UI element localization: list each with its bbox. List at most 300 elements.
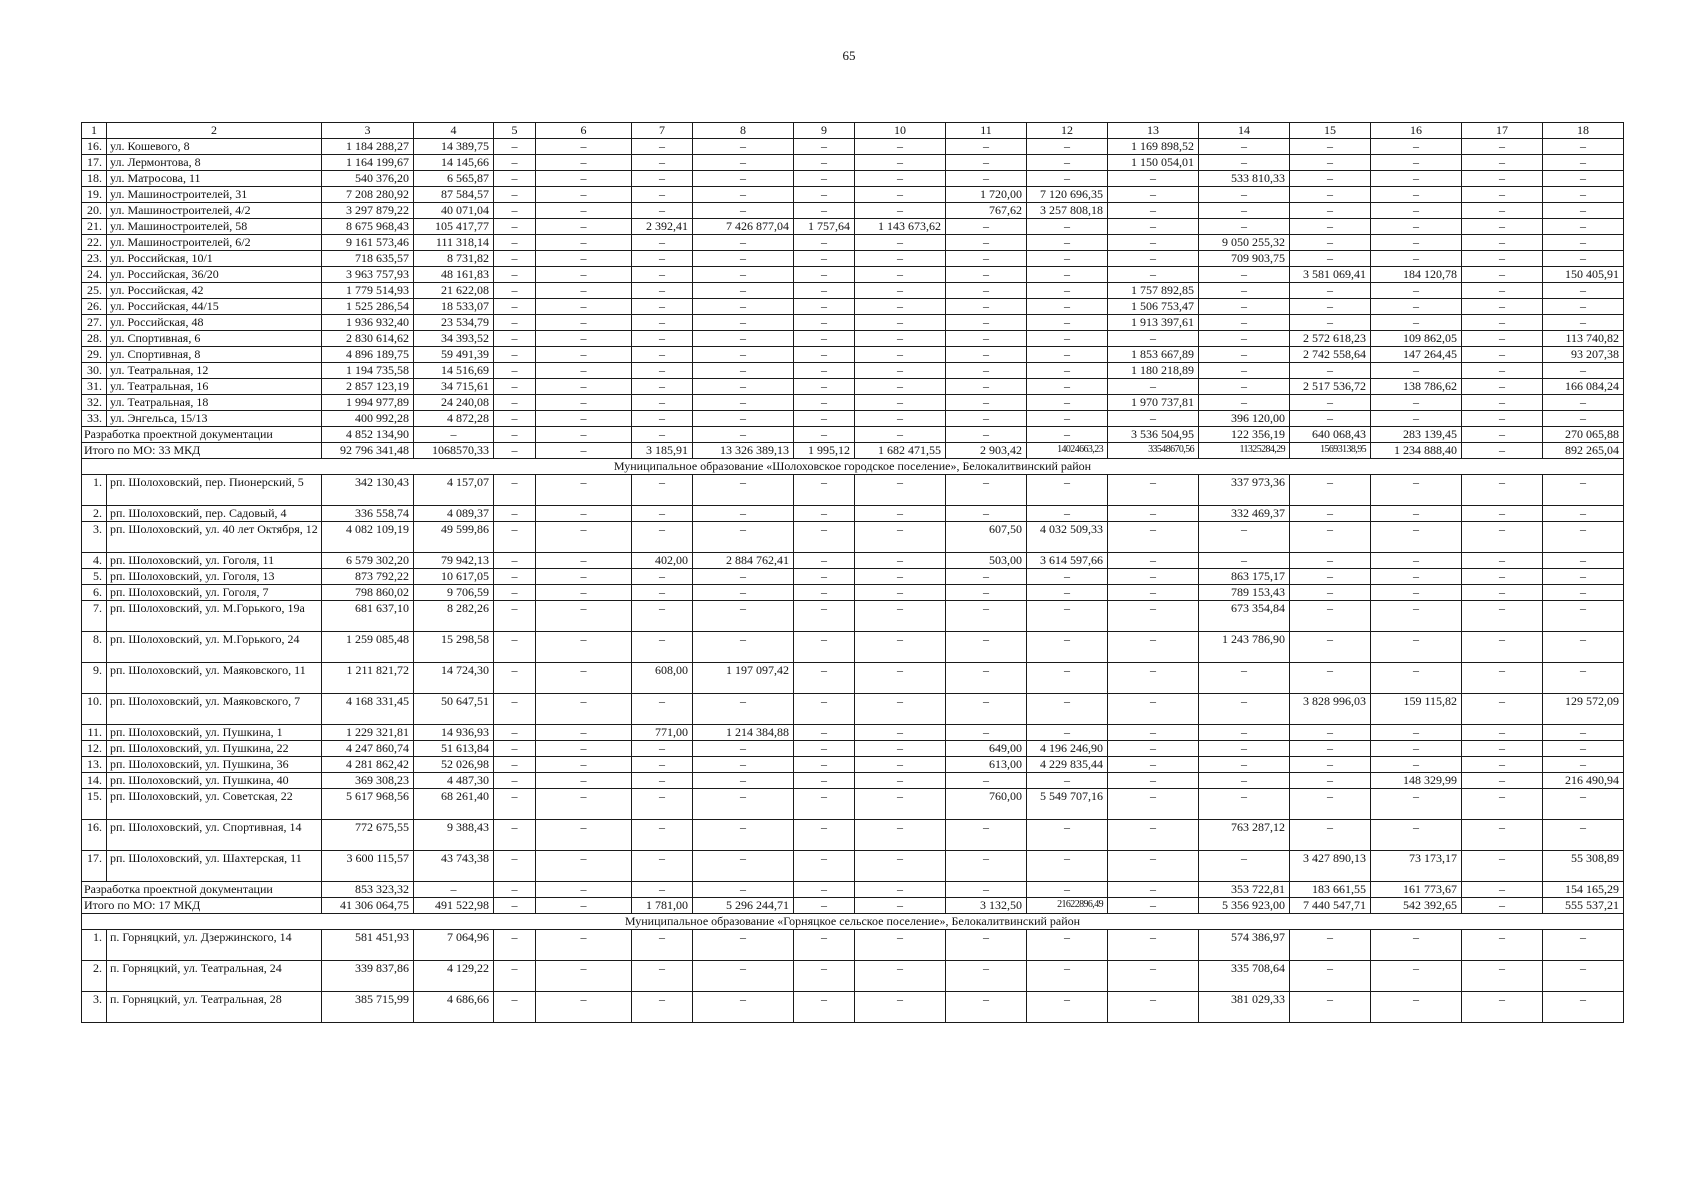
value-cell: –: [1543, 741, 1624, 757]
value-cell: –: [1199, 299, 1290, 315]
value-cell: –: [1027, 347, 1108, 363]
value-cell: –: [1027, 299, 1108, 315]
value-cell: –: [536, 789, 632, 820]
value-cell: –: [1290, 663, 1371, 694]
column-number-cell: 13: [1108, 123, 1199, 139]
value-cell: 14 936,93: [414, 725, 494, 741]
value-cell: 8 282,26: [414, 601, 494, 632]
value-cell: 4 129,22: [414, 961, 494, 992]
value-cell: –: [1027, 506, 1108, 522]
value-cell: –: [632, 820, 693, 851]
value-cell: 1 525 286,54: [322, 299, 414, 315]
address-cell: рп. Шолоховский, ул. Гоголя, 11: [107, 553, 322, 569]
value-cell: –: [1290, 299, 1371, 315]
value-cell: 4 896 189,75: [322, 347, 414, 363]
value-cell: –: [494, 331, 536, 347]
value-cell: –: [494, 395, 536, 411]
value-cell: 4 487,30: [414, 773, 494, 789]
table-row: [82, 773, 1624, 789]
value-cell: –: [855, 789, 946, 820]
row-number-cell: 23.: [82, 251, 107, 267]
table-row: [82, 553, 1624, 569]
value-cell: –: [693, 820, 794, 851]
total-row: [82, 898, 1624, 914]
value-cell: –: [1290, 553, 1371, 569]
value-cell: 4 852 134,90: [322, 427, 414, 443]
value-cell: –: [855, 267, 946, 283]
value-cell: –: [632, 139, 693, 155]
value-cell: –: [1108, 522, 1199, 553]
value-cell: –: [536, 251, 632, 267]
value-cell: –: [632, 315, 693, 331]
value-cell: –: [794, 427, 855, 443]
value-cell: –: [794, 267, 855, 283]
row-number-cell: 9.: [82, 663, 107, 694]
value-cell: 1 259 085,48: [322, 632, 414, 663]
value-cell: –: [632, 203, 693, 219]
value-cell: –: [1462, 443, 1543, 459]
value-cell: –: [1108, 789, 1199, 820]
value-cell: –: [1543, 283, 1624, 299]
value-cell: –: [1543, 299, 1624, 315]
value-cell: –: [1371, 601, 1462, 632]
value-cell: –: [632, 757, 693, 773]
value-cell: –: [946, 851, 1027, 882]
value-cell: –: [1290, 283, 1371, 299]
value-cell: –: [794, 585, 855, 601]
value-cell: –: [1290, 475, 1371, 506]
value-cell: –: [1108, 553, 1199, 569]
value-cell: –: [1543, 315, 1624, 331]
table-row: [82, 347, 1624, 363]
value-cell: –: [632, 411, 693, 427]
value-cell: –: [1462, 475, 1543, 506]
value-cell: –: [1027, 882, 1108, 898]
value-cell: –: [632, 569, 693, 585]
value-cell: 8 675 968,43: [322, 219, 414, 235]
value-cell: –: [494, 203, 536, 219]
table-row: [82, 930, 1624, 961]
value-cell: –: [693, 506, 794, 522]
value-cell: –: [1290, 522, 1371, 553]
value-cell: –: [1462, 789, 1543, 820]
value-cell: 3 297 879,22: [322, 203, 414, 219]
value-cell: –: [494, 992, 536, 1023]
address-cell: п. Горняцкий, ул. Дзержинского, 14: [107, 930, 322, 961]
value-cell: 1 970 737,81: [1108, 395, 1199, 411]
value-cell: 93 207,38: [1543, 347, 1624, 363]
value-cell: –: [632, 601, 693, 632]
value-cell: –: [1199, 789, 1290, 820]
value-cell: –: [494, 139, 536, 155]
value-cell: –: [494, 522, 536, 553]
value-cell: 718 635,57: [322, 251, 414, 267]
value-cell: –: [1462, 522, 1543, 553]
address-cell: ул. Театральная, 18: [107, 395, 322, 411]
value-cell: –: [1027, 363, 1108, 379]
value-cell: –: [693, 585, 794, 601]
value-cell: 1 757,64: [794, 219, 855, 235]
value-cell: –: [1543, 569, 1624, 585]
value-cell: 873 792,22: [322, 569, 414, 585]
value-cell: –: [632, 283, 693, 299]
value-cell: 15693138,95: [1290, 443, 1371, 459]
value-cell: –: [536, 219, 632, 235]
value-cell: –: [536, 283, 632, 299]
value-cell: –: [632, 961, 693, 992]
value-cell: –: [946, 820, 1027, 851]
value-cell: –: [1371, 283, 1462, 299]
value-cell: –: [1371, 585, 1462, 601]
value-cell: 640 068,43: [1290, 427, 1371, 443]
row-number-cell: 13.: [82, 757, 107, 773]
value-cell: –: [1462, 155, 1543, 171]
value-cell: –: [794, 315, 855, 331]
value-cell: –: [794, 251, 855, 267]
value-cell: 14 724,30: [414, 663, 494, 694]
value-cell: –: [536, 155, 632, 171]
value-cell: –: [946, 347, 1027, 363]
value-cell: –: [1199, 741, 1290, 757]
value-cell: 1 229 321,81: [322, 725, 414, 741]
value-cell: –: [855, 395, 946, 411]
value-cell: –: [1199, 315, 1290, 331]
value-cell: –: [1199, 155, 1290, 171]
value-cell: –: [1290, 219, 1371, 235]
value-cell: –: [1462, 251, 1543, 267]
value-cell: –: [855, 283, 946, 299]
overhaul-register-table: [81, 122, 1624, 1023]
table-row: [82, 315, 1624, 331]
value-cell: –: [536, 315, 632, 331]
row-number-cell: 22.: [82, 235, 107, 251]
address-cell: п. Горняцкий, ул. Театральная, 24: [107, 961, 322, 992]
address-cell: рп. Шолоховский, ул. Гоголя, 7: [107, 585, 322, 601]
value-cell: –: [632, 251, 693, 267]
value-cell: –: [414, 427, 494, 443]
column-number-cell: 11: [946, 123, 1027, 139]
row-number-cell: 33.: [82, 411, 107, 427]
value-cell: –: [1199, 283, 1290, 299]
value-cell: 14 145,66: [414, 155, 494, 171]
address-cell: рп. Шолоховский, пер. Садовый, 4: [107, 506, 322, 522]
value-cell: 5 617 968,56: [322, 789, 414, 820]
value-cell: –: [794, 741, 855, 757]
value-cell: –: [494, 898, 536, 914]
value-cell: 129 572,09: [1543, 694, 1624, 725]
value-cell: –: [494, 299, 536, 315]
value-cell: –: [536, 522, 632, 553]
value-cell: –: [794, 506, 855, 522]
value-cell: 21622896,49: [1027, 898, 1108, 914]
value-cell: –: [1371, 155, 1462, 171]
value-cell: –: [494, 427, 536, 443]
row-number-cell: 12.: [82, 741, 107, 757]
value-cell: –: [1108, 171, 1199, 187]
row-number-cell: 1.: [82, 475, 107, 506]
design-docs-row: [82, 882, 1624, 898]
value-cell: 8 731,82: [414, 251, 494, 267]
value-cell: –: [1290, 395, 1371, 411]
value-cell: 7 426 877,04: [693, 219, 794, 235]
table-row: [82, 569, 1624, 585]
table-row: [82, 522, 1624, 553]
value-cell: –: [855, 155, 946, 171]
value-cell: 771,00: [632, 725, 693, 741]
value-cell: –: [855, 411, 946, 427]
value-cell: 5 549 707,16: [1027, 789, 1108, 820]
value-cell: –: [536, 203, 632, 219]
value-cell: 353 722,81: [1199, 882, 1290, 898]
address-cell: рп. Шолоховский, пер. Пионерский, 5: [107, 475, 322, 506]
value-cell: 3 581 069,41: [1290, 267, 1371, 283]
value-cell: –: [946, 155, 1027, 171]
value-cell: –: [794, 155, 855, 171]
value-cell: –: [536, 506, 632, 522]
value-cell: –: [1290, 820, 1371, 851]
value-cell: 122 356,19: [1199, 427, 1290, 443]
value-cell: –: [1108, 475, 1199, 506]
value-cell: –: [855, 961, 946, 992]
address-cell: ул. Российская, 48: [107, 315, 322, 331]
value-cell: –: [1462, 203, 1543, 219]
value-cell: –: [1371, 251, 1462, 267]
value-cell: –: [1027, 331, 1108, 347]
value-cell: –: [1108, 569, 1199, 585]
value-cell: –: [1199, 331, 1290, 347]
value-cell: –: [946, 283, 1027, 299]
table-row: [82, 820, 1624, 851]
value-cell: –: [494, 379, 536, 395]
value-cell: 7 064,96: [414, 930, 494, 961]
value-cell: –: [1543, 155, 1624, 171]
value-cell: –: [855, 522, 946, 553]
value-cell: –: [494, 187, 536, 203]
value-cell: –: [1027, 475, 1108, 506]
value-cell: –: [1543, 632, 1624, 663]
address-cell: рп. Шолоховский, ул. Маяковского, 7: [107, 694, 322, 725]
value-cell: 183 661,55: [1290, 882, 1371, 898]
value-cell: –: [794, 757, 855, 773]
column-number-cell: 10: [855, 123, 946, 139]
value-cell: 52 026,98: [414, 757, 494, 773]
value-cell: 853 323,32: [322, 882, 414, 898]
value-cell: –: [494, 632, 536, 663]
row-number-cell: 8.: [82, 632, 107, 663]
value-cell: –: [1462, 219, 1543, 235]
value-cell: –: [1462, 930, 1543, 961]
value-cell: 3 600 115,57: [322, 851, 414, 882]
value-cell: –: [1027, 820, 1108, 851]
value-cell: 113 740,82: [1543, 331, 1624, 347]
value-cell: –: [946, 773, 1027, 789]
value-cell: 2 830 614,62: [322, 331, 414, 347]
value-cell: 574 386,97: [1199, 930, 1290, 961]
value-cell: –: [1290, 757, 1371, 773]
table-row: [82, 283, 1624, 299]
value-cell: 863 175,17: [1199, 569, 1290, 585]
address-cell: ул. Машиностроителей, 6/2: [107, 235, 322, 251]
table-row: [82, 725, 1624, 741]
value-cell: –: [536, 632, 632, 663]
value-cell: 798 860,02: [322, 585, 414, 601]
design-docs-row: [82, 427, 1624, 443]
row-number-cell: 21.: [82, 219, 107, 235]
value-cell: 613,00: [946, 757, 1027, 773]
value-cell: –: [1027, 155, 1108, 171]
value-cell: –: [1199, 694, 1290, 725]
value-cell: –: [1462, 235, 1543, 251]
value-cell: –: [1290, 930, 1371, 961]
value-cell: –: [1462, 171, 1543, 187]
value-cell: –: [794, 283, 855, 299]
total-row: [82, 443, 1624, 459]
value-cell: 337 973,36: [1199, 475, 1290, 506]
table-row: [82, 299, 1624, 315]
value-cell: –: [946, 363, 1027, 379]
value-cell: –: [855, 315, 946, 331]
value-cell: –: [494, 219, 536, 235]
value-cell: 1 781,00: [632, 898, 693, 914]
value-cell: –: [1543, 789, 1624, 820]
row-number-cell: 5.: [82, 569, 107, 585]
value-cell: –: [1543, 992, 1624, 1023]
value-cell: –: [632, 506, 693, 522]
value-cell: 154 165,29: [1543, 882, 1624, 898]
value-cell: –: [855, 553, 946, 569]
value-cell: –: [794, 379, 855, 395]
value-cell: 608,00: [632, 663, 693, 694]
value-cell: –: [1371, 930, 1462, 961]
value-cell: –: [1108, 585, 1199, 601]
value-cell: –: [693, 992, 794, 1023]
value-cell: –: [494, 930, 536, 961]
section-title: Муниципальное образование «Шолоховское городское поселение», Белокалитвинский район: [82, 459, 1624, 475]
value-cell: –: [693, 569, 794, 585]
value-cell: 503,00: [946, 553, 1027, 569]
value-cell: –: [1199, 757, 1290, 773]
value-cell: –: [794, 331, 855, 347]
column-number-cell: 3: [322, 123, 414, 139]
value-cell: –: [693, 203, 794, 219]
value-cell: –: [1027, 961, 1108, 992]
value-cell: –: [1108, 930, 1199, 961]
value-cell: –: [1108, 506, 1199, 522]
table-row: [82, 757, 1624, 773]
value-cell: 4 157,07: [414, 475, 494, 506]
value-cell: –: [1199, 379, 1290, 395]
value-cell: –: [1371, 506, 1462, 522]
value-cell: –: [946, 663, 1027, 694]
value-cell: 11325284,29: [1199, 443, 1290, 459]
value-cell: –: [1290, 961, 1371, 992]
value-cell: –: [1462, 347, 1543, 363]
value-cell: 216 490,94: [1543, 773, 1624, 789]
value-cell: –: [1199, 347, 1290, 363]
value-cell: 396 120,00: [1199, 411, 1290, 427]
value-cell: 1 211 821,72: [322, 663, 414, 694]
table-body: [82, 123, 1624, 1023]
value-cell: 21 622,08: [414, 283, 494, 299]
value-cell: –: [1462, 315, 1543, 331]
value-cell: 542 392,65: [1371, 898, 1462, 914]
value-cell: –: [536, 379, 632, 395]
table-row: [82, 789, 1624, 820]
value-cell: –: [1027, 851, 1108, 882]
value-cell: 138 786,62: [1371, 379, 1462, 395]
value-cell: –: [946, 725, 1027, 741]
value-cell: 59 491,39: [414, 347, 494, 363]
value-cell: –: [1290, 569, 1371, 585]
value-cell: –: [536, 851, 632, 882]
value-cell: –: [1108, 379, 1199, 395]
address-cell: рп. Шолоховский, ул. Пушкина, 36: [107, 757, 322, 773]
value-cell: –: [536, 820, 632, 851]
value-cell: –: [632, 930, 693, 961]
value-cell: –: [1462, 898, 1543, 914]
value-cell: –: [855, 585, 946, 601]
value-cell: 381 029,33: [1199, 992, 1290, 1023]
value-cell: 92 796 341,48: [322, 443, 414, 459]
value-cell: 13 326 389,13: [693, 443, 794, 459]
table-row: [82, 219, 1624, 235]
value-cell: –: [1462, 882, 1543, 898]
value-cell: –: [1371, 203, 1462, 219]
value-cell: –: [693, 522, 794, 553]
row-number-cell: 28.: [82, 331, 107, 347]
value-cell: –: [693, 155, 794, 171]
value-cell: –: [794, 882, 855, 898]
value-cell: –: [1290, 171, 1371, 187]
table-row: [82, 155, 1624, 171]
value-cell: –: [946, 601, 1027, 632]
value-cell: –: [632, 155, 693, 171]
value-cell: 150 405,91: [1543, 267, 1624, 283]
value-cell: –: [855, 203, 946, 219]
value-cell: –: [693, 315, 794, 331]
value-cell: –: [855, 632, 946, 663]
column-number-cell: 17: [1462, 123, 1543, 139]
value-cell: –: [1290, 203, 1371, 219]
value-cell: –: [414, 882, 494, 898]
value-cell: 760,00: [946, 789, 1027, 820]
address-cell: рп. Шолоховский, ул. Гоголя, 13: [107, 569, 322, 585]
value-cell: –: [1199, 187, 1290, 203]
value-cell: –: [1108, 851, 1199, 882]
value-cell: –: [794, 347, 855, 363]
summary-label-cell: Итого по МО: 17 МКД: [82, 898, 322, 914]
value-cell: –: [536, 443, 632, 459]
address-cell: ул. Лермонтова, 8: [107, 155, 322, 171]
value-cell: 4 872,28: [414, 411, 494, 427]
value-cell: –: [693, 187, 794, 203]
value-cell: –: [794, 930, 855, 961]
value-cell: –: [1108, 235, 1199, 251]
value-cell: 2 572 618,23: [1290, 331, 1371, 347]
value-cell: –: [536, 694, 632, 725]
value-cell: –: [794, 569, 855, 585]
table-row: [82, 851, 1624, 882]
value-cell: –: [1290, 789, 1371, 820]
value-cell: 166 084,24: [1543, 379, 1624, 395]
value-cell: –: [855, 694, 946, 725]
value-cell: –: [1027, 930, 1108, 961]
value-cell: –: [794, 299, 855, 315]
value-cell: –: [1290, 411, 1371, 427]
value-cell: –: [1108, 898, 1199, 914]
value-cell: –: [693, 395, 794, 411]
value-cell: 3 963 757,93: [322, 267, 414, 283]
